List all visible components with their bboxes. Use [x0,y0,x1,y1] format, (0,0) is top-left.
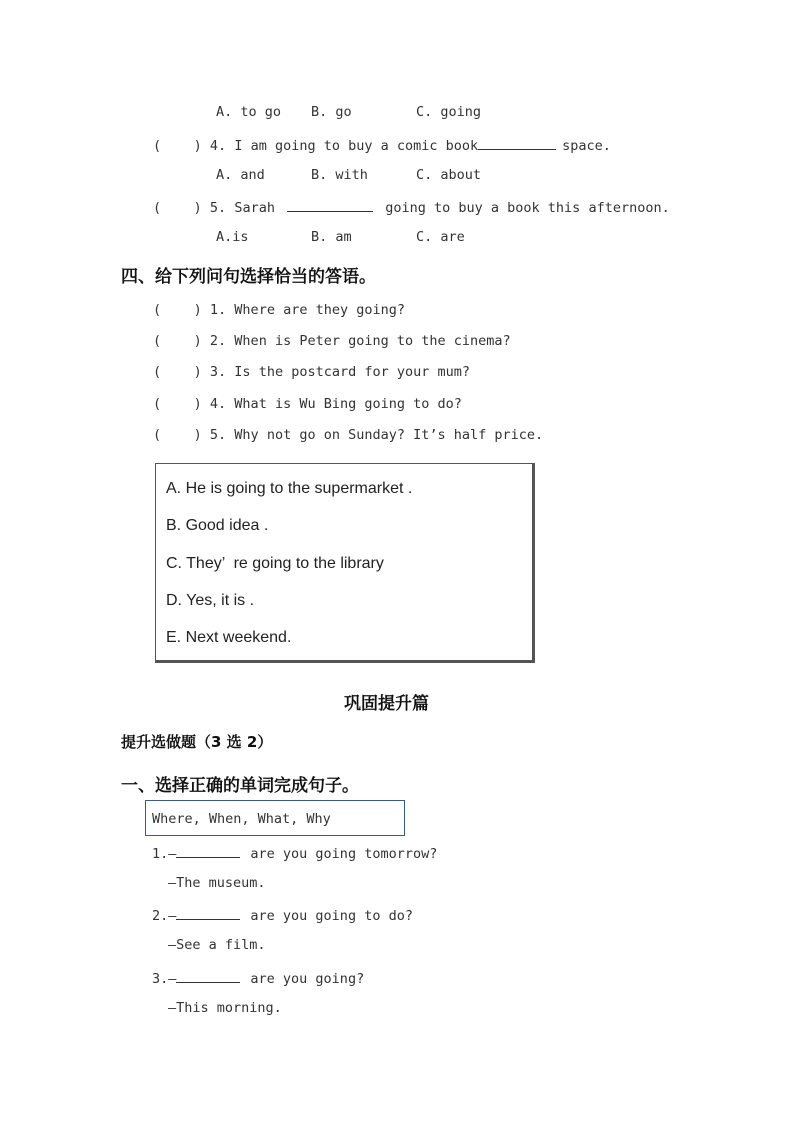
subsection-title: 提升选做题（3 选 2） [121,733,273,751]
part4-question-1 [153,302,405,318]
question-text-end: space. [562,138,611,154]
answer-paren[interactable]: ( ) [153,138,202,154]
question-text: 4. What is Wu Bing going to do? [209,396,462,412]
part1-item-1 [152,844,437,862]
part4-question-5 [153,427,543,443]
dash: — [168,908,177,924]
answer-option-d: D. Yes, it is . [166,592,255,609]
q3-option-b: B. go [311,104,352,120]
q4-option-a: A. and [216,167,265,183]
part1-reply-3: —This morning. [168,1000,282,1016]
dash: — [168,971,177,987]
word-bank-box [145,800,405,836]
question-number: 4. [209,138,227,154]
part1-reply-1: —The museum. [168,875,266,891]
item-number: 1. [152,846,169,862]
part4-heading: 四、给下列问句选择恰当的答语。 [121,267,376,287]
question-text: I am going to buy a comic book [234,138,479,154]
part1-reply-2: —See a film. [168,937,266,953]
part1-heading: 一、选择正确的单词完成句子。 [121,776,359,796]
fill-blank[interactable] [478,136,556,150]
answer-paren[interactable]: ( ) [153,427,202,443]
item-number: 3. [152,971,169,987]
item-number: 2. [152,908,169,924]
answer-option-e: E. Next weekend. [166,629,292,646]
section-title: 巩固提升篇 [344,694,429,714]
q5-option-a: A.is [216,229,249,245]
part1-item-2 [152,906,413,924]
answer-paren[interactable]: ( ) [153,364,202,380]
fill-blank[interactable] [176,844,240,858]
q5-option-b: B. am [311,229,352,245]
question-text: 3. Is the postcard for your mum? [209,364,471,380]
question-text: 5. Why not go on Sunday? It’s half price. [209,427,544,443]
word-bank: Where, When, What, Why [152,811,331,827]
part4-question-3 [153,364,470,380]
q5-option-c: C. are [416,229,465,245]
item-text: are you going tomorrow? [250,846,438,862]
part4-question-2 [153,333,511,349]
item-text: are you going? [250,971,365,987]
answer-option-c: C. They’ re going to the library [166,555,384,572]
question-text: 1. Where are they going? [209,302,405,318]
answer-options-box [155,463,535,663]
fill-blank[interactable] [176,906,240,920]
question-text: 2. When is Peter going to the cinema? [209,333,511,349]
part4-question-4 [153,396,462,412]
fill-blank[interactable] [176,969,240,983]
answer-option-b: B. Good idea . [166,517,269,534]
q4-option-c: C. about [416,167,482,183]
q4-row [153,136,611,154]
answer-option-a: A. He is going to the supermarket . [166,480,413,497]
answer-paren[interactable]: ( ) [153,302,202,318]
dash: — [168,846,177,862]
q3-option-a: A. to go [216,104,282,120]
q3-option-c: C. going [416,104,482,120]
q5-row [153,198,670,216]
item-text: are you going to do? [250,908,413,924]
question-text-end: going to buy a book this afternoon. [385,200,670,216]
question-text: Sarah [234,200,275,216]
answer-paren[interactable]: ( ) [153,396,202,412]
answer-paren[interactable]: ( ) [153,200,202,216]
q4-option-b: B. with [311,167,368,183]
part1-item-3 [152,969,364,987]
question-number: 5. [209,200,227,216]
answer-paren[interactable]: ( ) [153,333,202,349]
fill-blank[interactable] [287,198,373,212]
